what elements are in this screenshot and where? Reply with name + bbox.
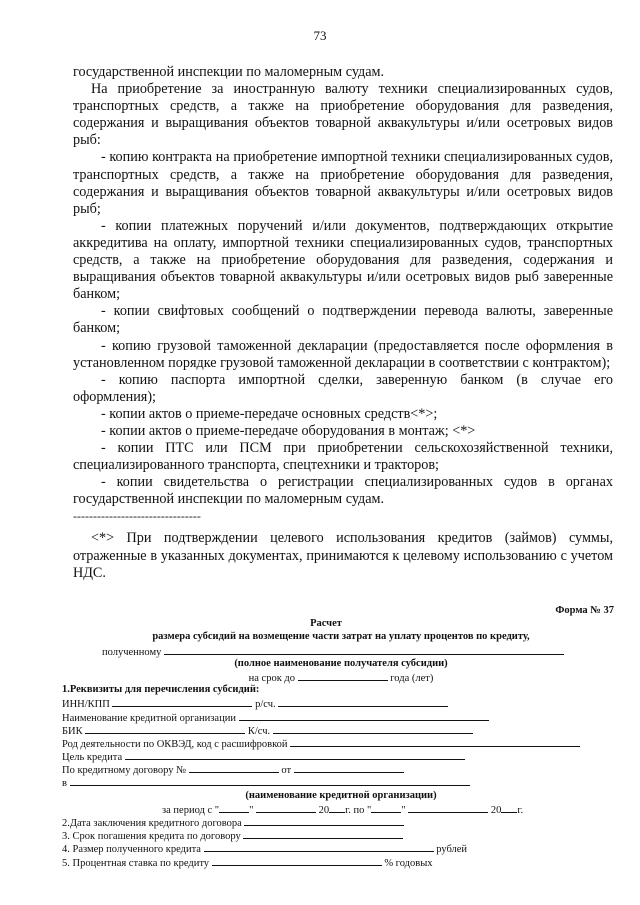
- period-prefix: за период с ": [162, 804, 220, 816]
- section-5-label: 5. Процентная ставка по кредиту: [62, 857, 210, 869]
- section-4-label: 4. Размер полученного кредита: [62, 844, 201, 856]
- separator-line: --------------------------------: [73, 509, 201, 524]
- main-text: [73, 64, 613, 582]
- contract-date-2-field[interactable]: [244, 815, 404, 826]
- rub-label: рублей: [436, 844, 468, 856]
- period-from-year-field[interactable]: [329, 802, 345, 813]
- form-title: Расчет: [310, 618, 342, 630]
- g-label: г.: [517, 804, 524, 816]
- contract-number-field[interactable]: [189, 762, 279, 773]
- list-item: - копию паспорта импортной сделки, заверенную банком (в случае его оформления);: [73, 371, 613, 405]
- period-from-month-field[interactable]: [256, 802, 316, 813]
- contract-date-field[interactable]: [294, 762, 404, 773]
- section-2-label: 2.Дата заключения кредитного договора: [62, 818, 242, 829]
- year-prefix: 20: [318, 804, 330, 816]
- period-to-day-field[interactable]: [371, 802, 401, 813]
- purpose-field[interactable]: [125, 749, 465, 760]
- received-label: полученному: [102, 646, 162, 658]
- loan-amount-field[interactable]: [204, 841, 434, 852]
- period-to-year-field[interactable]: [501, 802, 517, 813]
- list-item: - копии ПТС или ПСМ при приобретении сельскохозяйственной техники, специализированного транспорта, спецтехники и тракторов;: [73, 440, 613, 474]
- repayment-term-field[interactable]: [243, 828, 403, 839]
- list-item: - копии свидетельства о регистрации специализированных судов в органах государственной инспекции по маломерным судам.: [73, 474, 613, 508]
- quote: ": [401, 804, 406, 816]
- section-1-label: 1.Реквизиты для перечисления субсидий:: [62, 684, 260, 696]
- list-item: - копии свифтовых сообщений о подтверждении перевода валюты, заверенные банком;: [73, 303, 613, 337]
- bank-hint: (наименование кредитной организации): [245, 789, 437, 801]
- recipient-field[interactable]: [164, 644, 564, 655]
- rs-label: р/сч.: [255, 699, 276, 711]
- form-37: [62, 604, 620, 868]
- bank-field[interactable]: [70, 775, 470, 786]
- page-number: 73: [313, 28, 327, 43]
- period-from-day-field[interactable]: [219, 802, 249, 813]
- term-prefix: на срок до: [248, 672, 296, 684]
- term-field[interactable]: [298, 670, 388, 681]
- in-label: в: [62, 778, 67, 790]
- recipient-hint: (полное наименование получателя субсидии): [234, 657, 448, 669]
- pct-label: % годовых: [384, 857, 433, 869]
- bik-field[interactable]: [85, 723, 245, 734]
- list-item: - копии платежных поручений и/или документов, подтверждающих открытие аккредитива на оплату, импортной техники специализированных судов, транспортных средств, а также на приобретение оборудования для разведения, содержания и выращивания объектов товарной аквакультуры и/или осетровых видов рыб заверенные банком;: [73, 217, 613, 303]
- interest-rate-field[interactable]: [212, 855, 382, 866]
- okved-field[interactable]: [290, 736, 580, 747]
- year-prefix: 20: [490, 804, 502, 816]
- list-item: - копию контракта на приобретение импортной техники специализированных судов, транспортных средств, а также на приобретение оборудования для разведения, содержания и выращивания объектов товарной аквакультуры и/или осетровых видов рыб;: [73, 149, 613, 217]
- list-item: - копию грузовой таможенной декларации (предоставляется после оформления в установленном порядке грузовой таможенной декларации в соответствии с контрактом);: [73, 337, 613, 371]
- bik-label: БИК: [62, 725, 83, 737]
- bank-name-label: Наименование кредитной организации: [62, 712, 236, 724]
- form-number: Форма № 37: [555, 605, 614, 616]
- paragraph: государственной инспекции по маломерным судам.: [73, 64, 385, 80]
- footnote: <*> При подтверждении целевого использования кредитов (займов) суммы, отраженные в указанных документах, принимаются к целевому использованию с учетом НДС.: [73, 530, 613, 581]
- inn-field[interactable]: [112, 696, 252, 707]
- ks-label: К/сч.: [247, 725, 271, 737]
- term-suffix: года (лет): [390, 672, 434, 684]
- list-item: - копии актов о приеме-передаче основных средств<*>;: [101, 405, 438, 422]
- g-po-label: г. по ": [345, 804, 372, 816]
- inn-label: ИНН/КПП: [62, 699, 110, 711]
- section-3-label: 3. Срок погашения кредита по договору: [62, 831, 241, 843]
- paragraph: На приобретение за иностранную валюту техники специализированных судов, транспортных средств, а также на приобретение оборудования для разведения, содержания и выращивания объектов товарной аквакультуры и/или осетровых видов рыб:: [73, 81, 613, 149]
- purpose-label: Цель кредита: [62, 752, 123, 764]
- list-item: - копии актов о приеме-передаче оборудования в монтаж; <*>: [101, 422, 476, 439]
- form-subtitle: размера субсидий на возмещение части затрат на уплату процентов по кредиту,: [152, 631, 530, 643]
- bank-name-field[interactable]: [239, 710, 489, 721]
- from-label: от: [281, 765, 292, 777]
- contract-label: По кредитному договору №: [62, 765, 187, 777]
- rs-field[interactable]: [278, 696, 448, 707]
- ks-field[interactable]: [273, 723, 473, 734]
- period-to-month-field[interactable]: [408, 802, 488, 813]
- okved-label: Род деятельности по ОКВЭД, код с расшифровкой: [62, 738, 288, 750]
- quote: ": [249, 804, 254, 816]
